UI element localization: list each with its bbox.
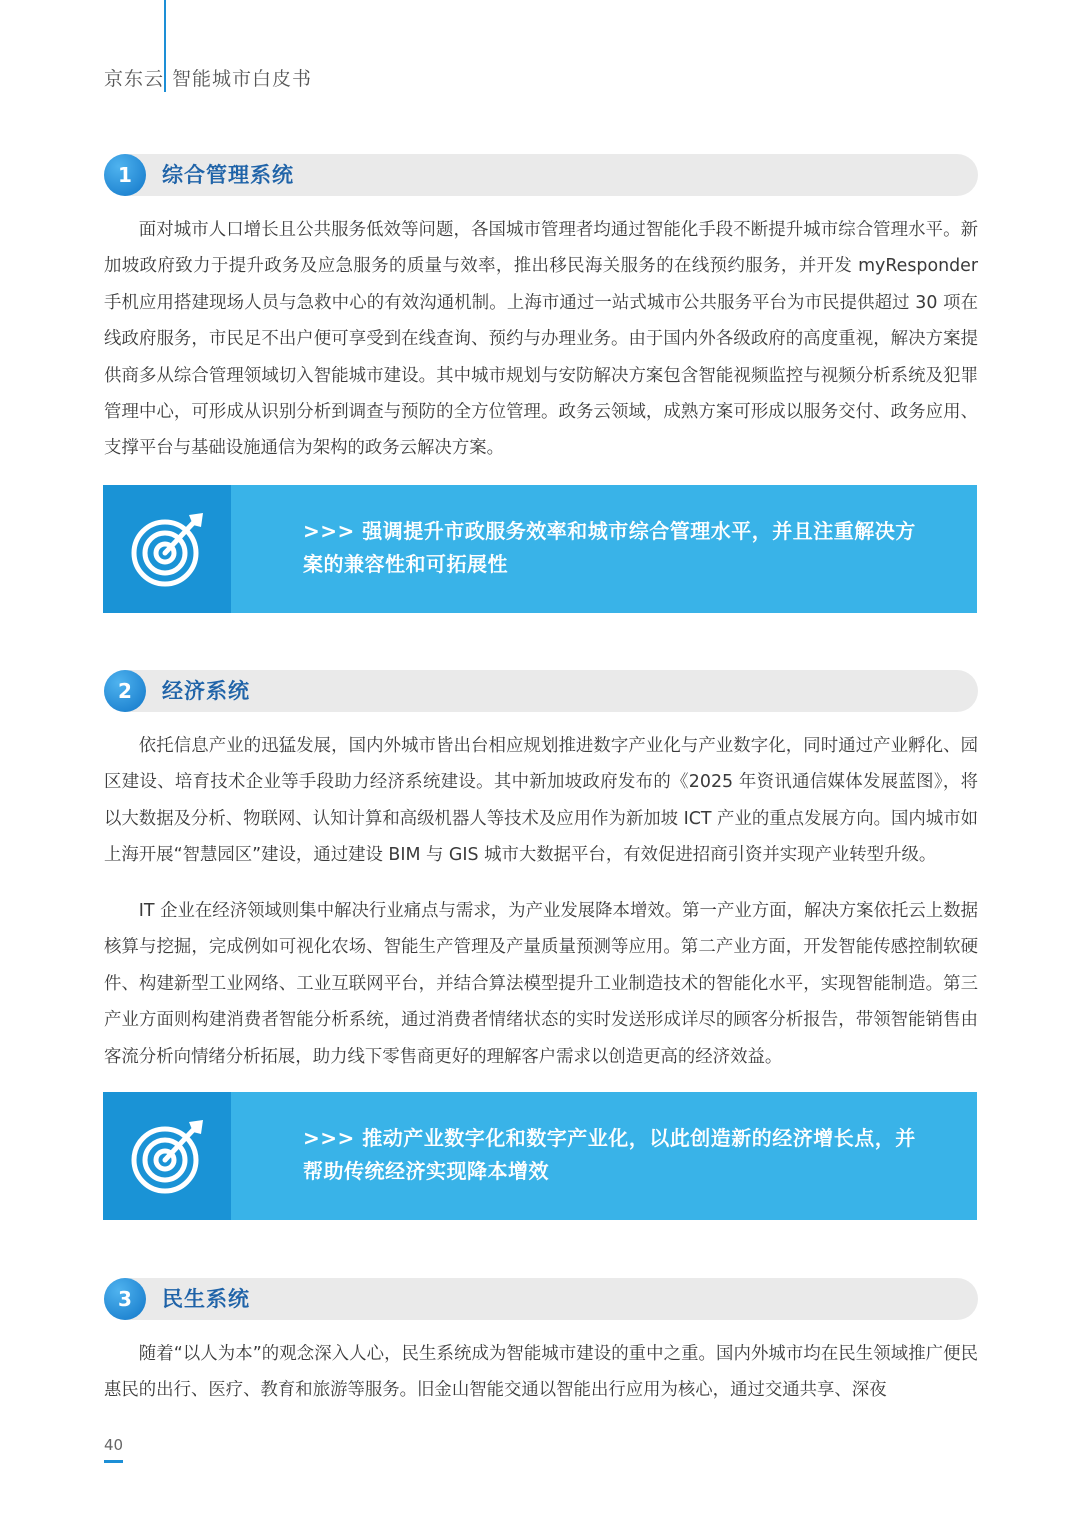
section-2-body-2	[104, 893, 978, 1075]
callout-box-2	[103, 1092, 977, 1220]
page-number: 40	[104, 1436, 124, 1454]
paragraph: 面对城市人口增长且公共服务低效等问题，各国城市管理者均通过智能化手段不断提升城市综合管理水平。新加坡政府致力于提升政务及应急服务的质量与效率，推出移民海关服务的在线预约服务，并开发 myResponder 手机应用搭建现场人员与急救中心的有效沟通机制。上海市通过一站式城市公共服务平台为市民提供超过 30 项在线政府服务，市民足不出户便可享受到在线查询、预约与办理业务。由于国内外各级政府的高度重视，解决方案提供商多从综合管理领域切入智能城市建设。其中城市规划与安防解决方案包含智能视频监控与视频分析系统及犯罪管理中心，可形成从识别分析到调查与预防的全方位管理。政务云领域，成熟方案可形成以服务交付、政务应用、支撑平台与基础设施通信为架构的政务云解决方案。	[104, 220, 978, 459]
paragraph: 依托信息产业的迅猛发展，国内外城市皆出台相应规划推进数字产业化与产业数字化，同时通过产业孵化、园区建设、培育技术企业等手段助力经济系统建设。其中新加坡政府发布的《2025 年资讯通信媒体发展蓝图》，将以大数据及分析、物联网、认知计算和高级机器人等技术及应用作为新加坡 ICT 产业的重点发展方向。国内城市如上海开展“智慧园区”建设，通过建设 BIM 与 GIS 城市大数据平台，有效促进招商引资并实现产业转型升级。	[104, 736, 978, 866]
document-title: 智能城市白皮书	[172, 68, 313, 90]
page-number-underline	[104, 1460, 123, 1463]
brand-name: 京东云	[104, 68, 165, 90]
target-arrow-icon	[129, 1116, 209, 1196]
section-3-body	[104, 1336, 978, 1409]
section-title: 经济系统	[162, 679, 250, 703]
section-title: 民生系统	[162, 1287, 250, 1311]
section-heading-1	[104, 154, 978, 196]
section-heading-3	[104, 1278, 978, 1320]
target-arrow-icon	[129, 509, 209, 589]
paragraph: IT 企业在经济领域则集中解决行业痛点与需求，为产业发展降本增效。第一产业方面，解决方案依托云上数据核算与挖掘，完成例如可视化农场、智能生产管理及产量质量预测等应用。第二产业方面，开发智能传感控制软硬件、构建新型工业网络、工业互联网平台，并结合算法模型提升工业制造技术的智能化水平，实现智能制造。第三产业方面则构建消费者智能分析系统，通过消费者情绪状态的实时发送形成详尽的顾客分析报告，带领智能销售由客流分析向情绪分析拓展，助力线下零售商更好的理解客户需求以创造更高的经济效益。	[104, 901, 978, 1067]
header-divider	[164, 0, 166, 92]
callout-text: >>> 强调提升市政服务效率和城市综合管理水平，并且注重解决方案的兼容性和可拓展性	[303, 519, 916, 576]
section-number: 1	[104, 154, 146, 196]
section-heading-2	[104, 670, 978, 712]
section-2-body	[104, 728, 978, 874]
section-1-body	[104, 212, 978, 467]
callout-icon-panel	[103, 485, 231, 613]
callout-icon-panel	[103, 1092, 231, 1220]
callout-box-1	[103, 485, 977, 613]
section-number: 2	[104, 670, 146, 712]
section-number: 3	[104, 1278, 146, 1320]
paragraph: 随着“以人为本”的观念深入人心，民生系统成为智能城市建设的重中之重。国内外城市均在民生领域推广便民惠民的出行、医疗、教育和旅游等服务。旧金山智能交通以智能出行应用为核心，通过交通共享、深夜	[104, 1344, 978, 1401]
callout-text: >>> 推动产业数字化和数字产业化，以此创造新的经济增长点，并帮助传统经济实现降本增效	[303, 1126, 916, 1183]
section-title: 综合管理系统	[162, 163, 294, 187]
